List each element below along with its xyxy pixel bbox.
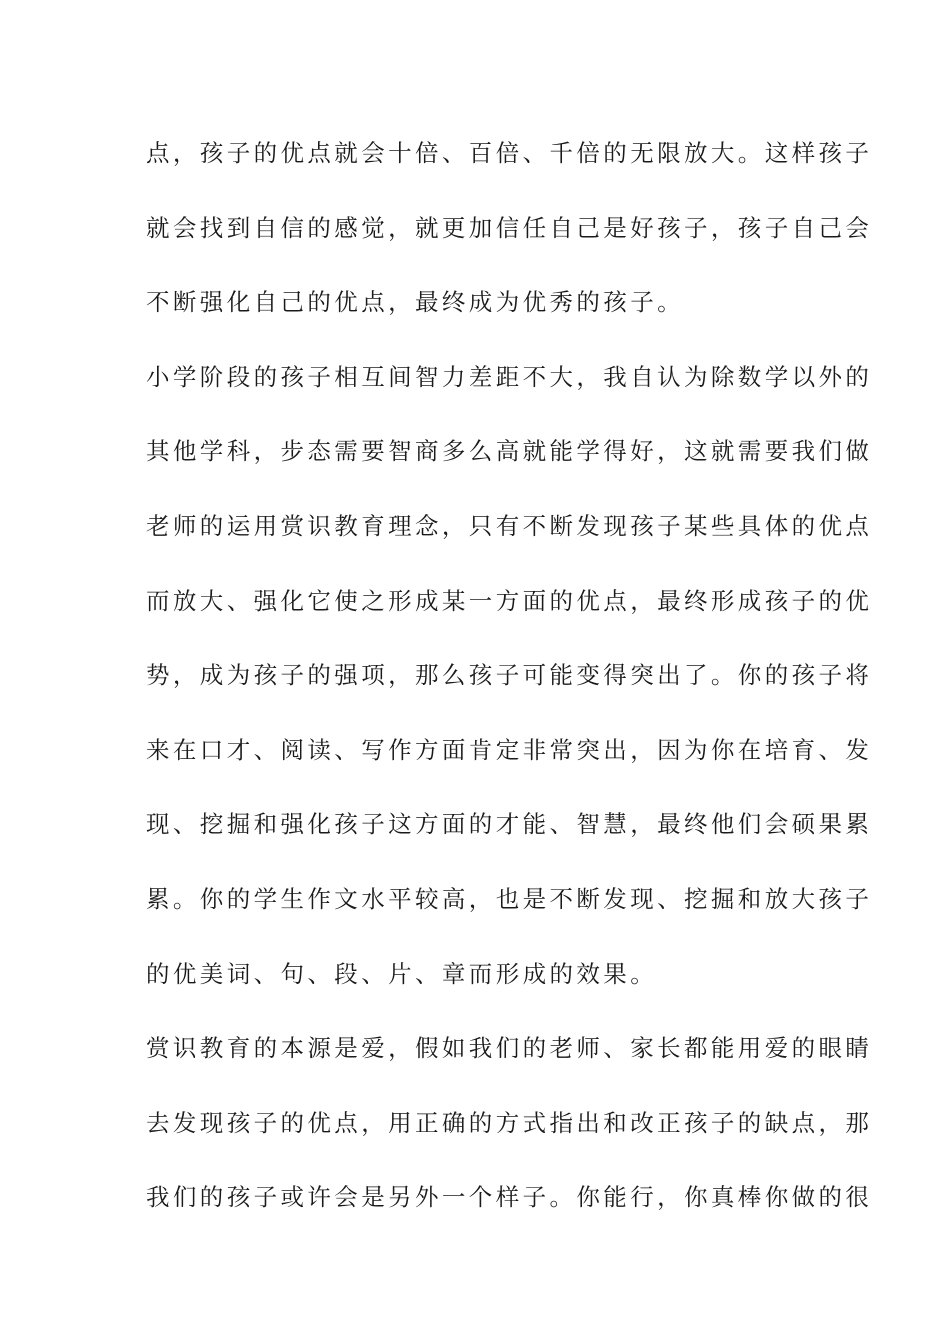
text-line: 我们的孩子或许会是另外一个样子。你能行，你真棒你做的很 [146,1183,873,1212]
text-line: 而放大、强化它使之形成某一方面的优点，最终形成孩子的优 [146,586,873,615]
text-line: 其他学科，步态需要智商多么高就能学得好，这就需要我们做 [146,437,873,466]
text-line: 赏识教育的本源是爱，假如我们的老师、家长都能用爱的眼睛 [146,1034,873,1063]
text-line: 就会找到自信的感觉，就更加信任自己是好孩子，孩子自己会 [146,213,873,242]
text-line: 的优美词、句、段、片、章而形成的效果。 [146,959,658,988]
text-line: 势，成为孩子的强项，那么孩子可能变得突出了。你的孩子将 [146,661,873,690]
text-line: 点，孩子的优点就会十倍、百倍、千倍的无限放大。这样孩子 [146,139,873,167]
document-body [146,131,873,1250]
text-line: 不断强化自己的优点，最终成为优秀的孩子。 [146,288,684,317]
text-line: 去发现孩子的优点，用正确的方式指出和改正孩子的缺点，那 [146,1108,873,1137]
text-line: 小学阶段的孩子相互间智力差距不大，我自认为除数学以外的 [146,362,873,391]
text-line: 累。你的学生作文水平较高，也是不断发现、挖掘和放大孩子 [146,884,873,913]
text-line: 现、挖掘和强化孩子这方面的才能、智慧，最终他们会硕果累 [146,810,873,839]
text-line: 来在口才、阅读、写作方面肯定非常突出，因为你在培育、发 [146,735,873,764]
text-line: 老师的运用赏识教育理念，只有不断发现孩子某些具体的优点 [146,511,873,540]
